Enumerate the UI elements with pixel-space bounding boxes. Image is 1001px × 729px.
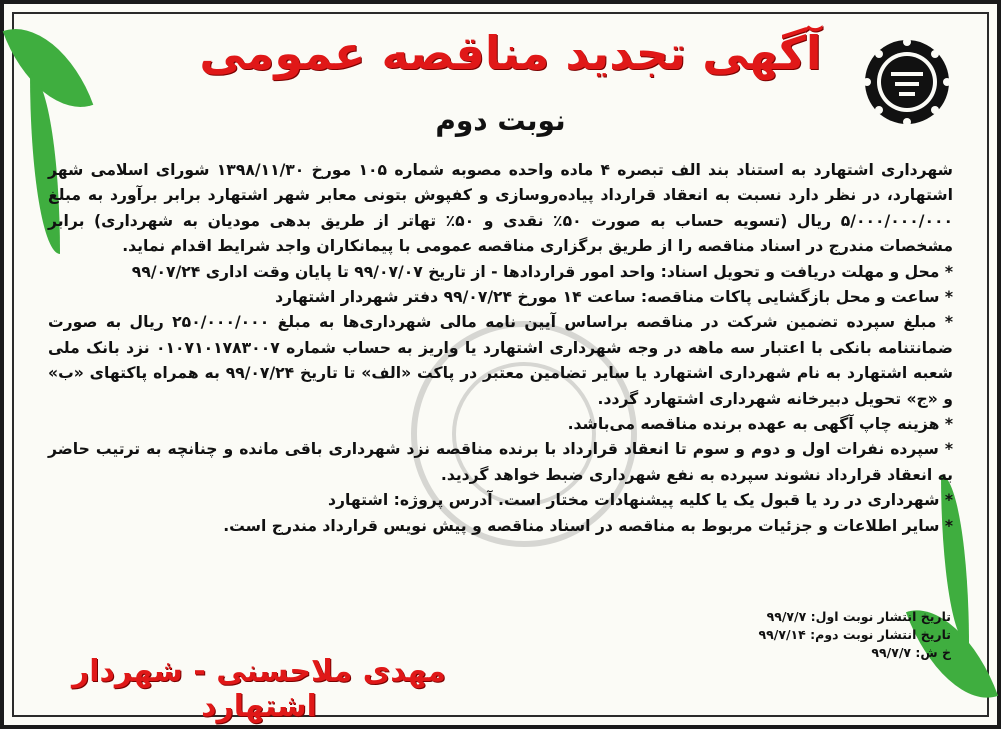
- notice-item: * سپرده نفرات اول و دوم و سوم تا انعقاد قرارداد با برنده مناقصه نزد شهرداری باقی مانده و چنانچه به ترتیب حاضر به انعقاد قرارداد نشوند سپرده به نفع شهرداری ضبط خواهد گردید.: [48, 440, 953, 484]
- mayor-signature: مهدی ملاحسنی - شهردار اشتهارد: [71, 654, 446, 724]
- notice-body: [48, 158, 953, 539]
- notice-item: * محل و مهلت دریافت و تحویل اسناد: واحد امور قراردادها - از تاریخ ۹۹/۰۷/۰۷ تا پایان وقت اداری ۹۹/۰۷/۲۴: [131, 262, 953, 281]
- notice-title: آگهی تجدید مناقصه عمومی: [199, 26, 822, 80]
- notice-intro: شهرداری اشتهارد به استناد بند الف تبصره ۴ ماده واحده مصوبه شماره ۱۰۵ مورخ ۱۳۹۸/۱۱/۳۰ شورای اسلامی شهر اشتهارد، در نظر دارد نسبت به انعقاد قرارداد پیاده‌روسازی و کفپوش بتونی معابر شهر اشتهارد برابر برآورد به مبلغ ۵/۰۰۰/۰۰۰/۰۰۰ ریال (تسویه حساب به صورت ۵۰٪ نقدی و ۵۰٪ تهاتر از طریق بدهی مودیان به شهرداری) برابر مشخصات مندرج در اسناد مناقصه را از طریق برگزاری مناقصه عمومی با پیمانکاران واجد شرایط اقدام نماید.: [48, 161, 953, 256]
- publication-dates: [651, 608, 951, 662]
- notice-item: * سایر اطلاعات و جزئیات مربوط به مناقصه در اسناد مناقصه و پیش نویس قرارداد مندرج است.: [223, 516, 953, 535]
- second-publication-date: تاریخ انتشار نوبت دوم: ۹۹/۷/۱۴: [758, 627, 951, 642]
- notice-code: خ ش: ۹۹/۷/۷: [871, 645, 951, 660]
- municipality-seal-icon: [863, 38, 951, 126]
- notice-subtitle: نوبت دوم: [435, 104, 566, 137]
- first-publication-date: تاریخ انتشار نوبت اول: ۹۹/۷/۷: [766, 609, 951, 624]
- notice-item: * مبلغ سپرده تضمین شرکت در مناقصه براساس آیین نامه مالی شهرداری‌ها به مبلغ ۲۵۰/۰۰۰/۰۰۰ ریال به صورت ضمانتنامه بانکی با اعتبار سه ماهه در وجه شهرداری اشتهارد یا واریز به حساب شماره ۰۱۰۷۱۰۱۷۸۳۰۰۷ نزد بانک ملی شعبه اشتهارد به نام شهرداری اشتهارد یا سایر تضامین معتبر در پاکت «الف» تا تاریخ ۹۹/۰۷/۲۴ به همراه پاکتهای «ب» و «ج» تحویل دبیرخانه شهرداری اشتهارد گردد.: [48, 313, 953, 408]
- notice-item: * ساعت و محل بازگشایی پاکات مناقصه: ساعت ۱۴ مورخ ۹۹/۰۷/۲۴ دفتر شهردار اشتهارد: [275, 288, 953, 307]
- notice-item: * شهرداری در رد یا قبول یک یا کلیه پیشنهادات مختار است. آدرس پروژه: اشتهارد: [328, 491, 953, 510]
- notice-item: * هزینه چاپ آگهی به عهده برنده مناقصه می‌باشد.: [567, 415, 953, 434]
